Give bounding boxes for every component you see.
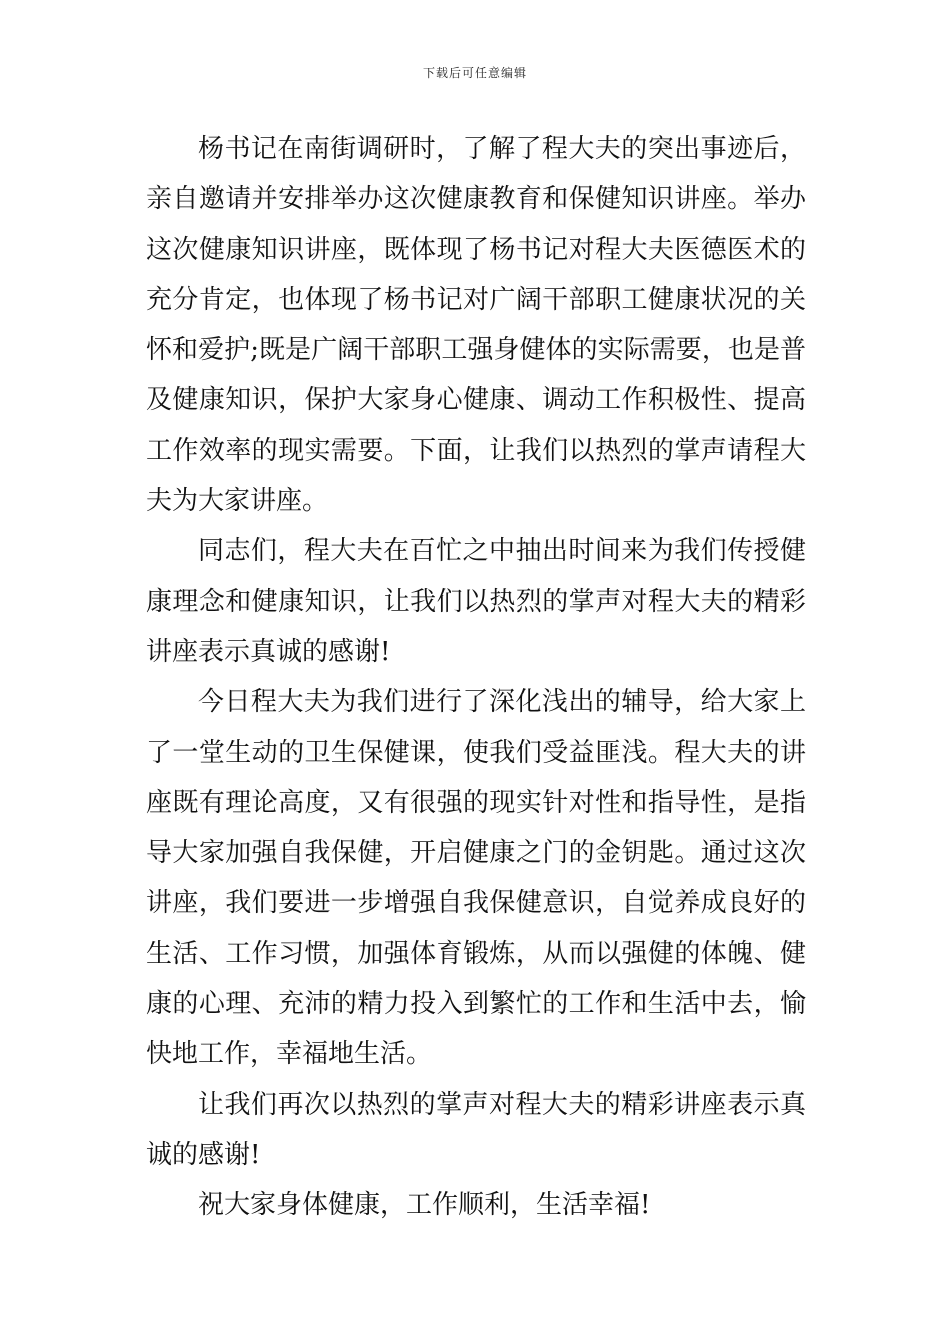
paragraph-line: 杨书记在南街调研时，了解了程大夫的突出事迹后， [198, 134, 806, 164]
paragraph-line: 亲自邀请并安排举办这次健康教育和保健知识讲座。举办 [146, 184, 806, 215]
paragraph-line: 生活、工作习惯，加强体育锻炼，从而以强健的体魄、健 [146, 938, 806, 969]
document-body [146, 124, 806, 1231]
paragraph-line: 工作效率的现实需要。下面，让我们以热烈的掌声请程大 [146, 435, 806, 466]
paragraph-line: 这次健康知识讲座，既体现了杨书记对程大夫医德医术的 [146, 234, 806, 265]
paragraph-line: 讲座，我们要进一步增强自我保健意识，自觉养成良好的 [146, 888, 806, 919]
paragraph-line: 夫为大家讲座。 [146, 486, 329, 517]
paragraph-line: 及健康知识，保护大家身心健康、调动工作积极性、提高 [146, 385, 806, 416]
paragraph-line: 导大家加强自我保健，开启健康之门的金钥匙。通过这次 [146, 838, 806, 869]
paragraph-line: 今日程大夫为我们进行了深化浅出的辅导，给大家上 [198, 687, 806, 718]
paragraph-line: 让我们再次以热烈的掌声对程大夫的精彩讲座表示真 [198, 1089, 806, 1120]
paragraph-line: 了一堂生动的卫生保健课，使我们受益匪浅。程大夫的讲 [146, 737, 806, 768]
paragraph-line: 诚的感谢! [146, 1139, 261, 1170]
paragraph-line: 座既有理论高度，又有很强的现实针对性和指导性，是指 [146, 787, 806, 818]
paragraph-line: 同志们，程大夫在百忙之中抽出时间来为我们传授健 [198, 536, 806, 567]
paragraph-line: 快地工作，幸福地生活。 [146, 1039, 433, 1070]
paragraph-line: 康理念和健康知识，让我们以热烈的掌声对程大夫的精彩 [146, 586, 806, 617]
paragraph-line: 讲座表示真诚的感谢! [146, 636, 391, 667]
paragraph-line: 怀和爱护;既是广阔干部职工强身健体的实际需要，也是普 [146, 335, 806, 366]
page-header: 下载后可任意编辑 [422, 66, 527, 80]
paragraph-line: 充分肯定，也体现了杨书记对广阔干部职工健康状况的关 [146, 284, 806, 315]
paragraph-line: 祝大家身体健康，工作顺利，生活幸福! [198, 1190, 651, 1221]
paragraph-line: 康的心理、充沛的精力投入到繁忙的工作和生活中去，愉 [146, 989, 806, 1020]
